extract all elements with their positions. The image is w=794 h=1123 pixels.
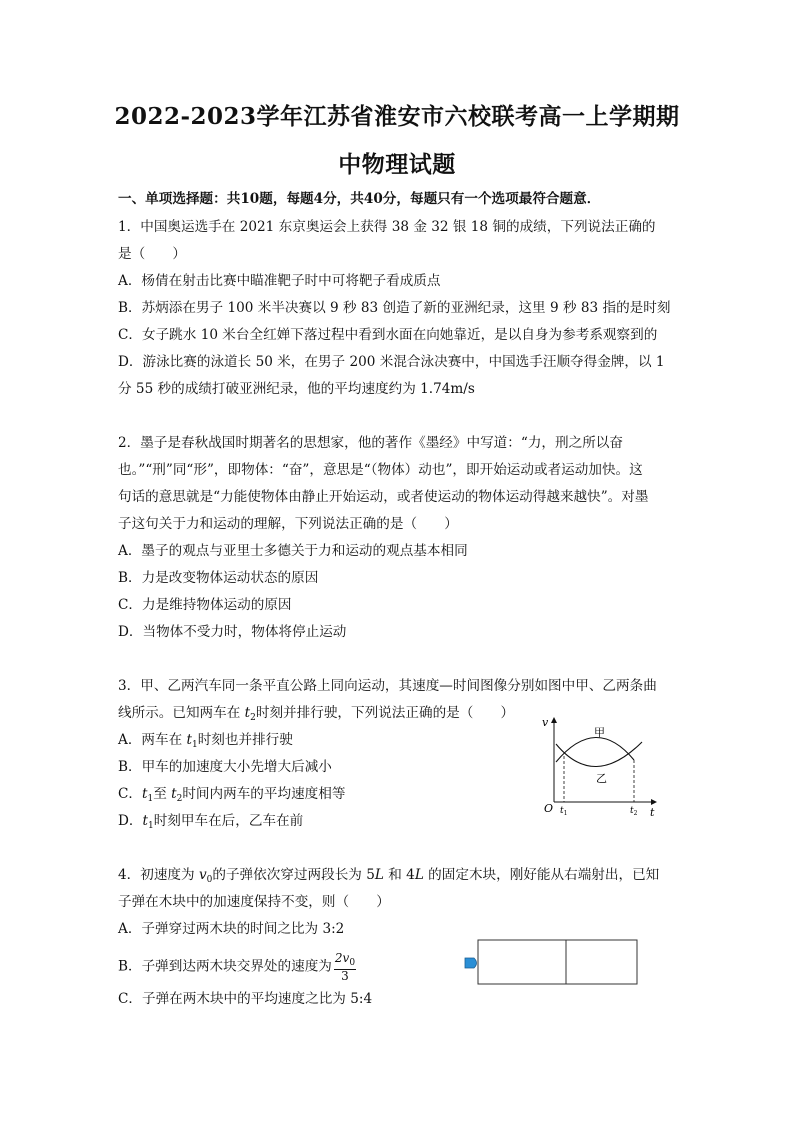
q3-option-d: D．$t_1$时刻甲车在后，乙车在前 — [118, 813, 304, 831]
q2-stem-line3: 句话的意思就是“力能使物体由静止开始运动，或者使运动的物体运动得越来越快”。对墨 — [118, 489, 649, 505]
q4-option-c: C．子弹在两木块中的平均速度之比为 5:4 — [118, 991, 373, 1007]
q3-vt-graph — [532, 712, 662, 820]
q1-option-b: B．苏炳添在男子 100 米半决赛以 9 秒 83 创造了新的亚洲纪录，这里 9 秒 83 指的是时刻 — [118, 300, 671, 316]
graph-t1-label: $t_1$ — [560, 806, 568, 817]
q2-option-a: A．墨子的观点与亚里士多德关于力和运动的观点基本相同 — [118, 543, 468, 559]
q4-option-a: A．子弹穿过两木块的时间之比为 3:2 — [118, 921, 345, 937]
q1-stem-line2: 是（ ） — [118, 246, 186, 262]
graph-yi-label: 乙 — [596, 772, 607, 785]
graph-origin-label: O — [544, 802, 554, 815]
q4-stem-line2: 子弹在木块中的加速度保持不变，则（ ） — [118, 894, 390, 910]
exam-title-line1: 2022-2023学年江苏省淮安市六校联考高一上学期期 — [114, 103, 680, 130]
q2-stem-line4: 子这句关于力和运动的理解，下列说法正确的是（ ） — [118, 516, 458, 532]
q2-option-b: B．力是改变物体运动状态的原因 — [118, 570, 319, 586]
exam-title-line2: 中物理试题 — [338, 151, 456, 178]
wood-block-1 — [478, 940, 566, 984]
q3-option-b: B．甲车的加速度大小先增大后减小 — [118, 759, 332, 775]
q1-option-d-line2: 分 55 秒的成绩打破亚洲纪录，他的平均速度约为 1.74m/s — [118, 381, 475, 397]
q2-option-c: C．力是维持物体运动的原因 — [118, 597, 292, 613]
q1-option-c: C．女子跳水 10 米台全红婵下落过程中看到水面在向她靠近，是以自身为参考系观察到的 — [118, 327, 658, 343]
q1-stem-line1: 1．中国奥运选手在 2021 东京奥运会上获得 38 金 32 银 18 铜的成绩，下列说法正确的 — [118, 219, 656, 235]
q4-stem-line1: 4．初速度为 $v_0$的子弹依次穿过两段长为 5L 和 4L 的固定木块，刚好能从右端射出，已知 — [118, 867, 660, 885]
graph-t-label: t — [650, 806, 655, 819]
q4-option-b-fraction: $\frac{2v_0}{3}$ — [334, 951, 356, 983]
q4-block-diagram — [460, 938, 642, 988]
q1-option-d-line1: D．游泳比赛的泳道长 50 米，在男子 200 米混合泳决赛中，中国选手汪顺夺得金牌，以 1 — [118, 354, 665, 370]
q3-stem-line1: 3．甲、乙两汽车同一条平直公路上同向运动，其速度—时间图像分别如图中甲、乙两条曲 — [118, 678, 657, 694]
q4-option-b: B．子弹到达两木块交界处的速度为 $\frac{2v_0}{3}$ — [118, 951, 356, 983]
bullet-icon — [465, 958, 477, 968]
q2-option-d: D．当物体不受力时，物体将停止运动 — [118, 624, 347, 640]
graph-v-label: v — [542, 716, 549, 729]
q3-option-a: A．两车在 $t_1$时刻也并排行驶 — [118, 732, 293, 750]
q2-stem-line1: 2．墨子是春秋战国时期著名的思想家，他的著作《墨经》中写道：“力，刑之所以奋 — [118, 435, 623, 451]
q2-stem-line2: 也。”“刑”同“形”，即物体：“奋”，意思是“（物体）动也”，即开始运动或者运动加快。这 — [118, 462, 643, 478]
q3-option-c: C．$t_1$至 $t_2$时间内两车的平均速度相等 — [118, 786, 346, 804]
wood-block-2 — [566, 940, 637, 984]
graph-t2-label: $t_2$ — [630, 806, 638, 817]
section-heading: 一、单项选择题：共10题，每题4分，共40分，每题只有一个选项最符合题意． — [118, 191, 601, 207]
q3-stem-line2: 线所示。已知两车在 $t_2$时刻并排行驶，下列说法正确的是（ ） — [118, 705, 515, 723]
graph-jia-label: 甲 — [594, 726, 605, 739]
q1-option-a: A．杨倩在射击比赛中瞄准靶子时中可将靶子看成质点 — [118, 273, 441, 289]
